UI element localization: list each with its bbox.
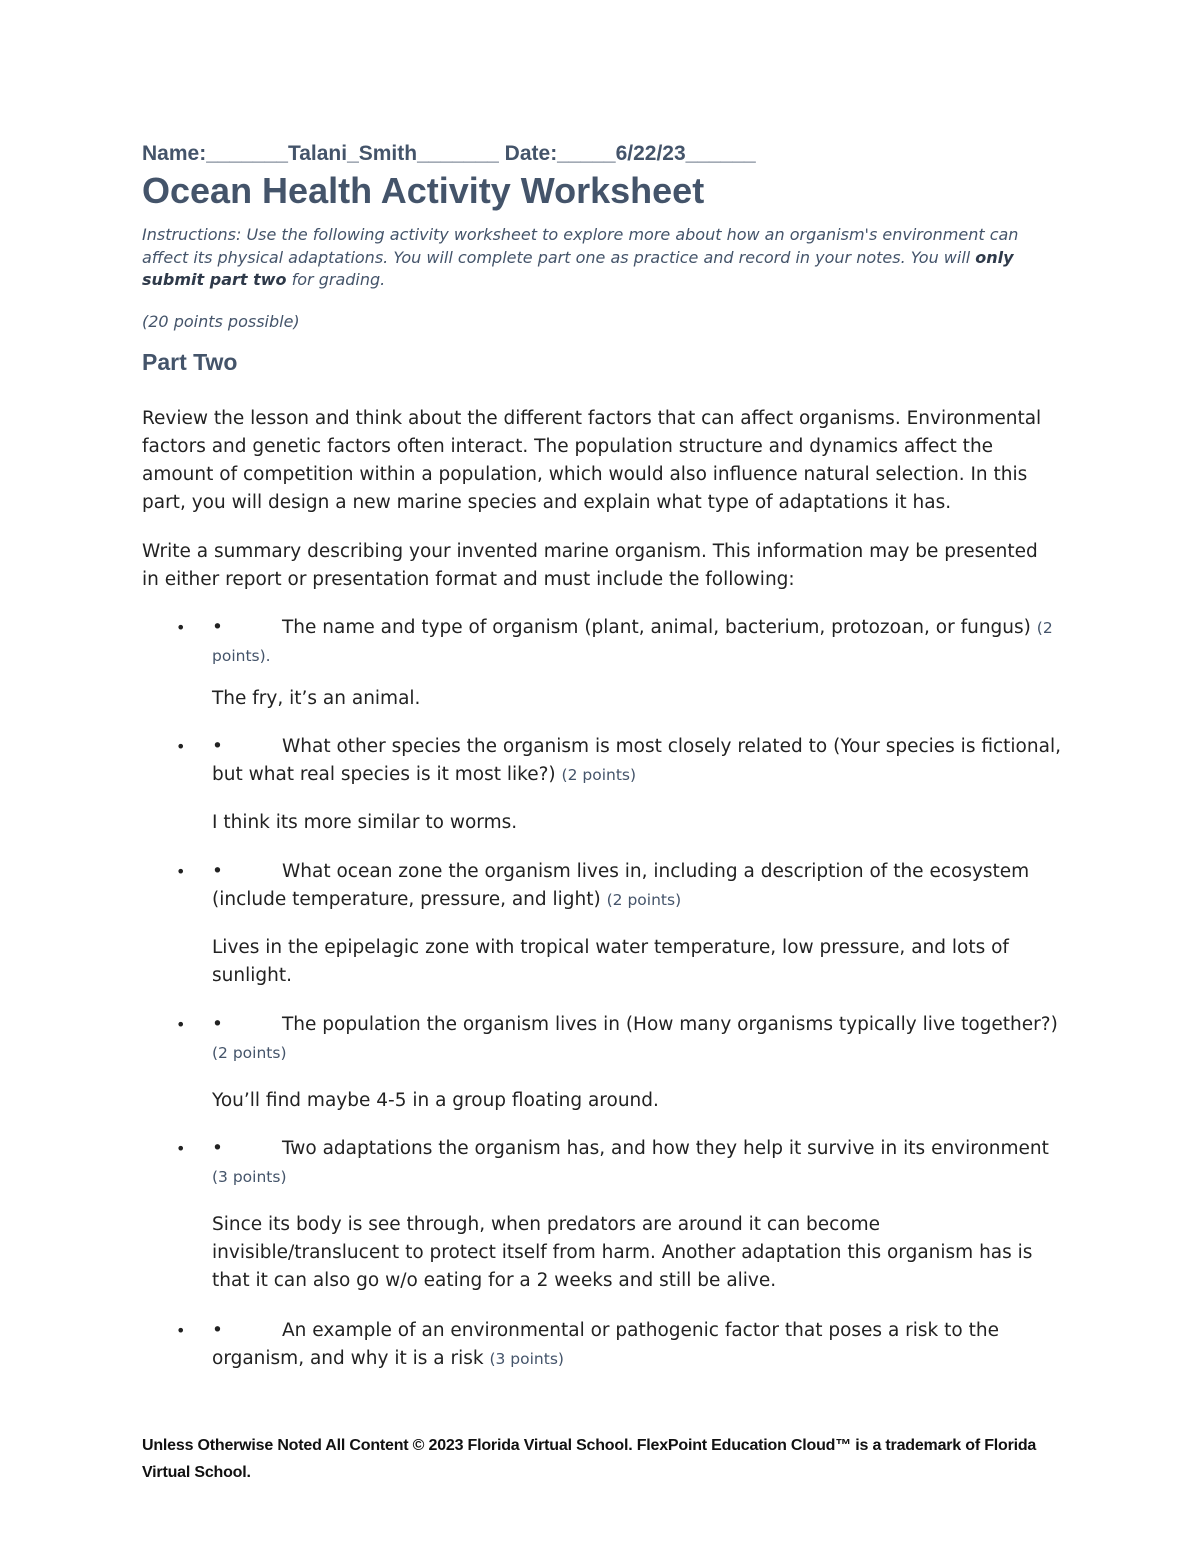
intro-paragraph: Review the lesson and think about the different factors that can affect organisms. Environmental factors and genetic factors often interact. The population structure and dynamics affect the amount of competition within a population, which would also influence natural selection. In this part, you will design a new marine species and explain what type of adaptations it has.	[142, 408, 1042, 513]
bullet-icon: •	[176, 1015, 186, 1034]
item-answer: Lives in the epipelagic zone with tropical water temperature, low pressure, and lots of sunlight.	[212, 937, 1009, 986]
list-item	[176, 1135, 1062, 1191]
instructions	[142, 224, 1052, 292]
inner-bullet-icon: •	[212, 1320, 223, 1341]
item-prompt: What ocean zone the organism lives in, including a description of the ecosystem (include temperature, pressure, and light)	[212, 861, 1030, 910]
list-item	[176, 614, 1062, 670]
bullet-icon: •	[176, 1139, 186, 1158]
item-points: (2 points)	[606, 891, 682, 909]
copyright-footer: Unless Otherwise Noted All Content © 2023 Florida Virtual School. FlexPoint Education Cloud™ is a trademark of Florida Virtual School.	[142, 1437, 1037, 1481]
summary-instructions-paragraph: Write a summary describing your invented marine organism. This information may be presented in either report or presentation format and must include the following:	[142, 541, 1038, 590]
item-points: (3 points)	[212, 1168, 287, 1186]
item-prompt: What other species the organism is most closely related to (Your species is fictional, but what real species is it most like?)	[212, 736, 1061, 785]
item-prompt: The name and type of organism (plant, animal, bacterium, protozoan, or fungus)	[282, 617, 1037, 638]
bullet-icon: •	[176, 862, 186, 881]
bullet-icon: •	[176, 737, 186, 756]
list-item	[176, 858, 1062, 914]
list-item	[176, 1011, 1062, 1067]
points-possible: (20 points possible)	[142, 312, 300, 331]
name-date-line: Name:_______Talani_Smith_______ Date:_____6/22/23______	[142, 142, 756, 165]
item-points: (3 points)	[489, 1350, 564, 1368]
item-points: (2 points).	[212, 619, 1053, 665]
item-prompt: The population the organism lives in (How many organisms typically live together?)	[282, 1014, 1058, 1035]
item-prompt: Two adaptations the organism has, and how they help it survive in its environment	[282, 1138, 1049, 1159]
list-item	[176, 1317, 1062, 1373]
part-heading: Part Two	[142, 349, 238, 375]
instructions-text-after: for grading.	[286, 270, 386, 289]
item-answer: You’ll find maybe 4-5 in a group floating around.	[212, 1090, 659, 1111]
item-answer: Since its body is see through, when predators are around it can become invisible/translucent to protect itself from harm. Another adaptation this organism has is that it can also go w/o eating for a 2 weeks and still be alive.	[212, 1214, 1033, 1291]
inner-bullet-icon: •	[212, 1014, 223, 1035]
instructions-text-before: Instructions: Use the following activity worksheet to explore more about how an organism's environment can affect its physical adaptations. You will complete part one as practice and record in your notes. You will	[142, 225, 1019, 267]
page-title: Ocean Health Activity Worksheet	[142, 170, 705, 211]
inner-bullet-icon: •	[212, 861, 223, 882]
inner-bullet-icon: •	[212, 617, 223, 638]
item-answer: I think its more similar to worms.	[212, 812, 518, 833]
item-prompt: An example of an environmental or pathogenic factor that poses a risk to the organism, and why it is a risk	[212, 1320, 999, 1369]
inner-bullet-icon: •	[212, 736, 223, 757]
bullet-icon: •	[176, 1321, 186, 1340]
instructions-bold-text: only submit part two	[142, 247, 1014, 289]
item-answer: The fry, it’s an animal.	[212, 688, 421, 709]
bullet-icon: •	[176, 618, 186, 637]
inner-bullet-icon: •	[212, 1138, 223, 1159]
item-points: (2 points)	[561, 766, 637, 784]
list-item	[176, 733, 1062, 789]
item-points: (2 points)	[212, 1044, 287, 1062]
